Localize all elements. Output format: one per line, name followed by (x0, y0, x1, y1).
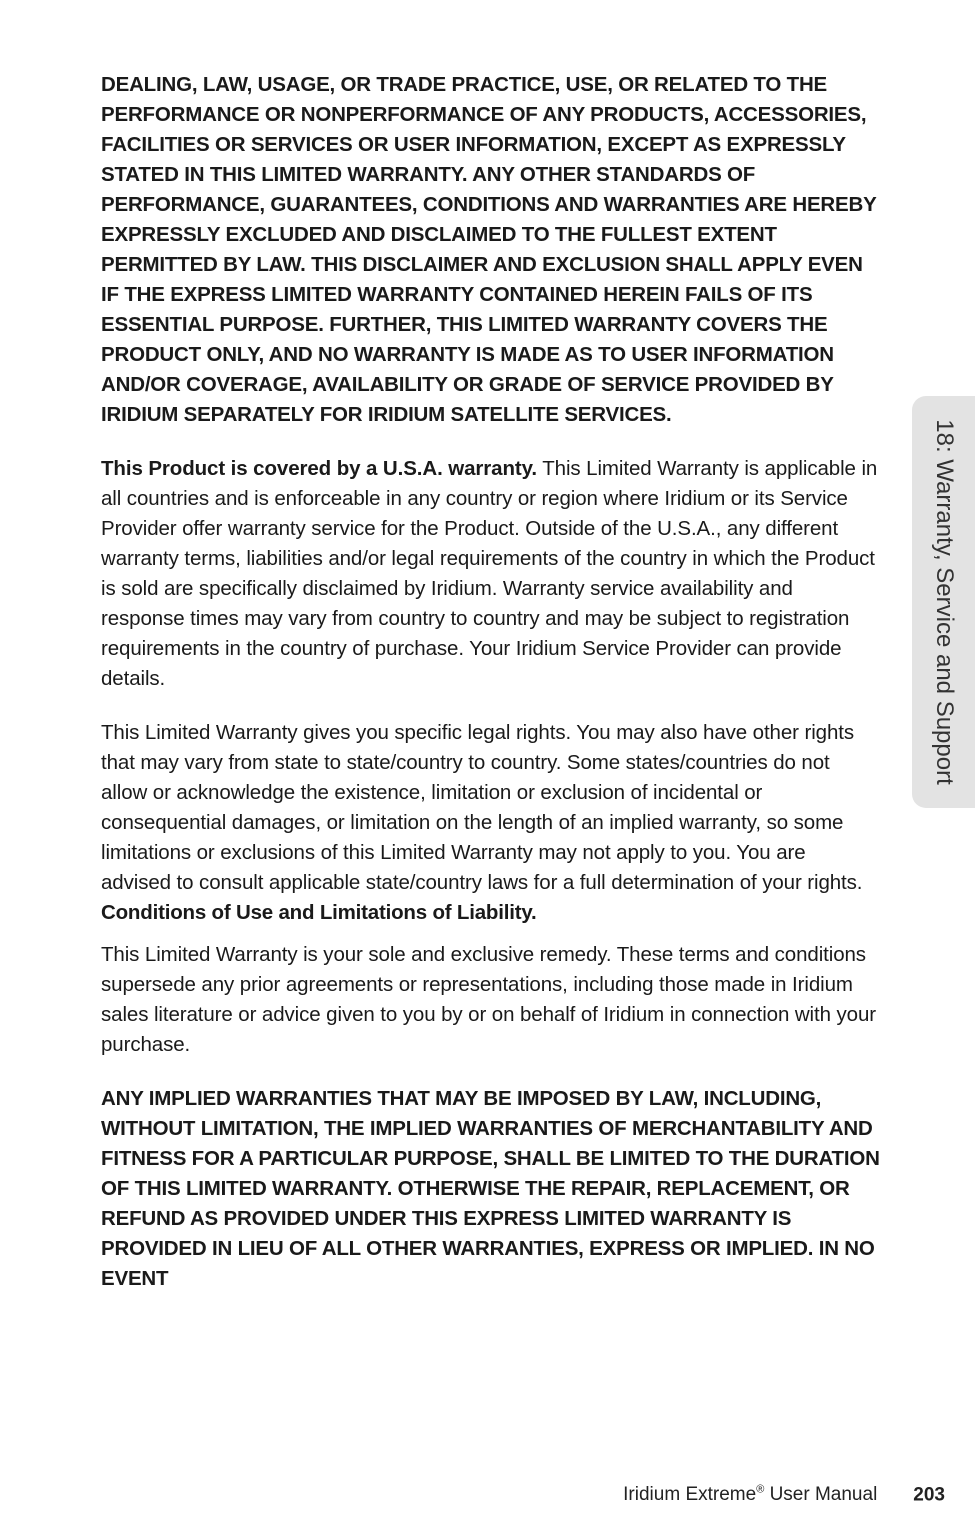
usa-warranty-text: This Limited Warranty is applicable in all countries and is enforceable in any country or region where Iridium or its Service Provider offer warranty service for the Product. Outside of the U.S.A., any different warranty terms, liabilities and/or legal requirements of the country in which the Product is sold are specifically disclaimed by Iridium. Warranty service availability and response times may vary from country to country and may be subject to registration requirements in the country of purchase. Your Iridium Service Provider can provide details. (101, 457, 878, 690)
chapter-side-tab-label: 18: Warranty, Service and Support (930, 419, 958, 785)
chapter-side-tab (912, 396, 975, 808)
conditions-paragraph: This Limited Warranty is your sole and exclusive remedy. These terms and conditions supersede any prior agreements or representations, including those made in Iridium sales literature or advice given to you by or on behalf of Iridium in connection with your purchase. (101, 943, 876, 1056)
page-content (101, 70, 881, 1294)
usa-warranty-paragraph (101, 454, 881, 694)
disclaimer-caps-block: DEALING, LAW, USAGE, OR TRADE PRACTICE, USE, OR RELATED TO THE PERFORMANCE OR NONPERFORMANCE OF ANY PRODUCTS, ACCESSORIES, FACILITIES OR SERVICES OR USER INFORMATION, EXCEPT AS EXPRESSLY STATED IN THIS LIMITED WARRANTY. ANY OTHER STANDARDS OF PERFORMANCE, GUARANTEES, CONDITIONS AND WARRANTIES ARE HEREBY EXPRESSLY EXCLUDED AND DISCLAIMED TO THE FULLEST EXTENT PERMITTED BY LAW. THIS DISCLAIMER AND EXCLUSION SHALL APPLY EVEN IF THE EXPRESS LIMITED WARRANTY CONTAINED HEREIN FAILS OF ITS ESSENTIAL PURPOSE. FURTHER, THIS LIMITED WARRANTY COVERS THE PRODUCT ONLY, AND NO WARRANTY IS MADE AS TO USER INFORMATION AND/OR COVERAGE, AVAILABILITY OR GRADE OF SERVICE PROVIDED BY IRIDIUM SEPARATELY FOR IRIDIUM SATELLITE SERVICES. (101, 73, 877, 426)
footer-page-number: 203 (913, 1484, 945, 1506)
conditions-heading: Conditions of Use and Limitations of Liability. (101, 901, 537, 924)
page-footer (623, 1484, 945, 1506)
implied-warranties-caps-block: ANY IMPLIED WARRANTIES THAT MAY BE IMPOSED BY LAW, INCLUDING, WITHOUT LIMITATION, THE IMPLIED WARRANTIES OF MERCHANTABILITY AND FITNESS FOR A PARTICULAR PURPOSE, SHALL BE LIMITED TO THE DURATION OF THIS LIMITED WARRANTY. OTHERWISE THE REPAIR, REPLACEMENT, OR REFUND AS PROVIDED UNDER THIS EXPRESS LIMITED WARRANTY IS PROVIDED IN LIEU OF ALL OTHER WARRANTIES, EXPRESS OR IMPLIED. IN NO EVENT (101, 1087, 880, 1290)
legal-rights-paragraph: This Limited Warranty gives you specific legal rights. You may also have other rights that may vary from state to state/country to country. Some states/countries do not allow or acknowledge the existence, limitation or exclusion of incidental or consequential damages, or limitation on the length of an implied warranty, so some limitations or exclusions of this Limited Warranty may not apply to you. You are advised to consult applicable state/country laws for a full determination of your rights. (101, 721, 863, 894)
footer-manual-title (623, 1484, 877, 1505)
footer-registered-mark: ® (756, 1484, 765, 1496)
footer-manual-suffix: User Manual (764, 1484, 878, 1506)
footer-manual-name: Iridium Extreme (623, 1484, 757, 1506)
usa-warranty-lead: This Product is covered by a U.S.A. warranty. (101, 457, 538, 480)
